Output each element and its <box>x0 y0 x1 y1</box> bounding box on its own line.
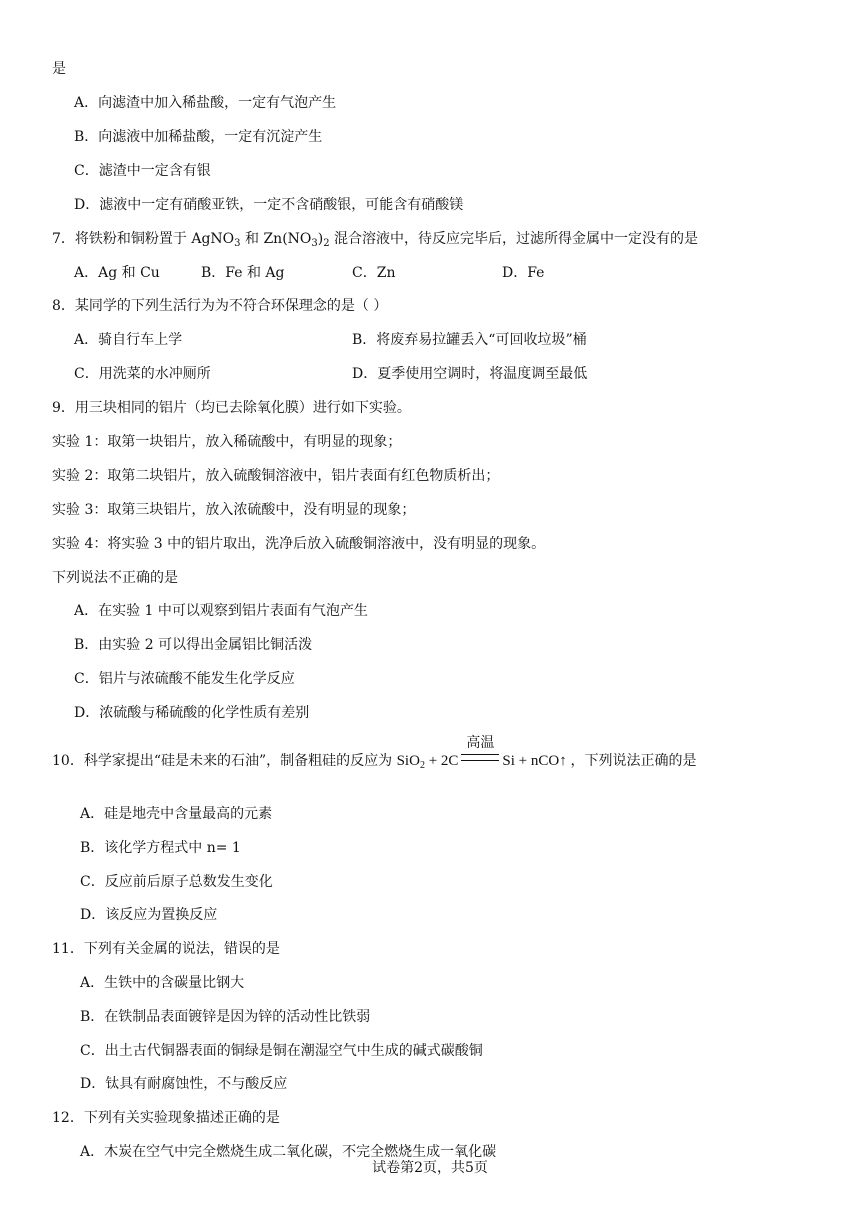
experiment-4: 实验 4：将实验 3 中的铝片取出，洗净后放入硫酸铜溶液中，没有明显的现象。 <box>52 536 546 552</box>
question-12: 12．下列有关实验现象描述正确的是 <box>52 1110 280 1126</box>
experiment-3: 实验 3：取第三块铝片，放入浓硫酸中，没有明显的现象； <box>52 502 416 518</box>
chemical-equation <box>396 736 571 771</box>
continuation-text: 是 <box>52 61 66 77</box>
q9-option-a: A．在实验 1 中可以观察到铝片表面有气泡产生 <box>74 603 368 619</box>
q9-option-c: C．铝片与浓硫酸不能发生化学反应 <box>74 671 295 687</box>
question-9: 9．用三块相同的铝片（均已去除氧化膜）进行如下实验。 <box>52 400 411 416</box>
q7-text-post: 混合溶液中，待反应完毕后，过滤所得金属中一定没有的是 <box>329 231 699 247</box>
option-c: C．滤渣中一定含有银 <box>74 163 211 179</box>
question-7: 7．将铁粉和铜粉置于 AgNO$_3$ 和 $Zn(NO_3)_2$ 混合溶液中，待反应完毕后，过滤所得金属中一定没有的是 <box>52 231 699 249</box>
q8-option-c: C．用洗菜的水冲厕所 <box>74 366 211 382</box>
reaction-condition <box>461 736 499 770</box>
q10-option-b: B．该化学方程式中 n= 1 <box>80 840 241 856</box>
q7-option-b: B．Fe 和 Ag <box>201 265 285 281</box>
q9-option-b: B．由实验 2 可以得出金属铝比铜活泼 <box>74 637 313 653</box>
condition-label: 高温 <box>466 736 495 751</box>
experiment-2: 实验 2：取第二块铝片，放入硫酸铜溶液中，铝片表面有红色物质析出； <box>52 468 500 484</box>
q11-option-d: D．钛具有耐腐蚀性，不与酸反应 <box>80 1076 288 1092</box>
q10-option-c: C．反应前后原子总数发生变化 <box>80 874 273 890</box>
q8-option-d: D．夏季使用空调时，将温度调至最低 <box>352 366 588 382</box>
q7-text-mid: 和 Zn(NO <box>240 231 312 247</box>
q10-option-d: D．该反应为置换反应 <box>80 907 218 923</box>
q11-option-b: B．在铁制品表面镀锌是因为锌的活动性比铁弱 <box>80 1009 371 1025</box>
q10-option-a: A．硅是地壳中含量最高的元素 <box>80 806 273 822</box>
page-footer: 试卷第2页，共5页 <box>372 1160 488 1176</box>
q7-option-a: A．Ag 和 Cu <box>74 265 160 281</box>
eq-sub: 2 <box>419 760 425 771</box>
q7-text-pre: 7．将铁粉和铜粉置于 AgNO <box>52 231 235 247</box>
option-b: B．向滤液中加稀盐酸，一定有沉淀产生 <box>74 129 323 145</box>
q9-stem: 下列说法不正确的是 <box>52 570 178 586</box>
q7-sub: 2 <box>323 238 330 249</box>
eq-right: Si + nCO↑ <box>502 753 567 769</box>
q7-option-c: C．Zn <box>352 265 396 281</box>
q11-option-a: A．生铁中的含碳量比钢大 <box>80 975 245 991</box>
q8-option-b: B．将废弃易拉罐丢入“可回收垃圾”桶 <box>352 332 587 348</box>
question-10 <box>52 736 697 771</box>
q7-option-d: D．Fe <box>502 265 545 281</box>
q7-sub: 3 <box>311 238 318 249</box>
experiment-1: 实验 1：取第一块铝片，放入稀硫酸中，有明显的现象； <box>52 434 402 450</box>
q10-text-post: ，下列说法正确的是 <box>570 753 697 769</box>
eq-left: SiO <box>396 753 420 769</box>
q9-option-d: D．浓硫酸与稀硫酸的化学性质有差别 <box>74 705 310 721</box>
q8-option-a: A．骑自行车上学 <box>74 332 183 348</box>
q10-text-pre: 10．科学家提出“硅是未来的石油”，制备粗硅的反应为 <box>52 753 393 769</box>
question-11: 11．下列有关金属的说法，错误的是 <box>52 941 280 957</box>
q7-sub: 3 <box>234 238 241 249</box>
question-8: 8．某同学的下列生活行为为不符合环保理念的是（ ） <box>52 298 388 314</box>
q11-option-c: C．出土古代铜器表面的铜绿是铜在潮湿空气中生成的碱式碳酸铜 <box>80 1043 483 1059</box>
q12-option-a: A．木炭在空气中完全燃烧生成二氧化碳，不完全燃烧生成一氧化碳 <box>80 1144 497 1160</box>
equals-sign <box>461 754 499 761</box>
option-a: A．向滤渣中加入稀盐酸，一定有气泡产生 <box>74 95 337 111</box>
option-d: D．滤液中一定有硝酸亚铁，一定不含硝酸银，可能含有硝酸镁 <box>74 197 464 213</box>
eq-plus: + 2C <box>424 753 459 769</box>
